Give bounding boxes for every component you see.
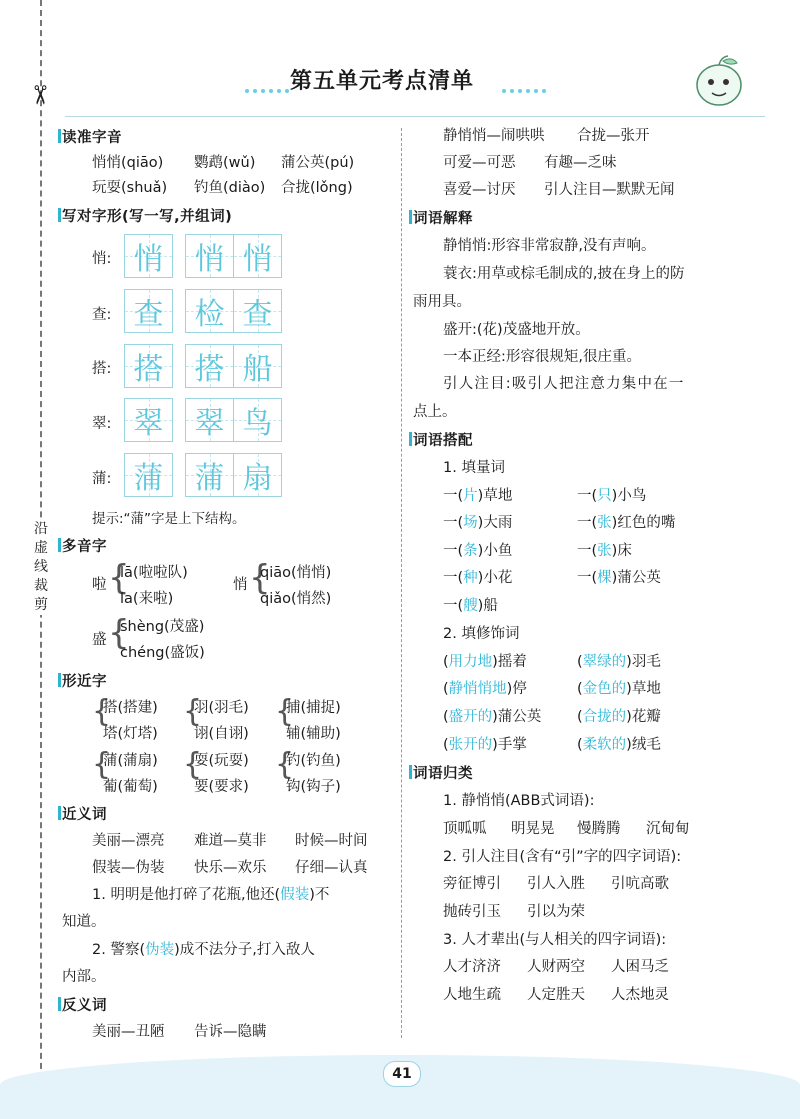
- syn-item: 假装—伪装: [92, 860, 165, 876]
- similar-item: 耍(玩耍): [194, 753, 249, 769]
- write-cell: 翠: [185, 398, 234, 442]
- measure-item: 一(条)小鱼: [443, 543, 513, 559]
- write-hint: 提示:“蒲”字是上下结构。: [92, 511, 246, 527]
- measure-item: 一(艘)船: [443, 598, 498, 614]
- brace: {: [275, 694, 295, 729]
- measure-item: 一(片)草地: [443, 488, 513, 504]
- read-item: 悄悄(qiāo): [92, 155, 164, 171]
- modifier-item: (张开的)手掌: [443, 737, 527, 753]
- ant-item: 合拢—张开: [577, 128, 650, 144]
- syn-item: 快乐—欢乐: [194, 860, 267, 876]
- measure-item: 一(只)小鸟: [577, 488, 647, 504]
- write-cell: 扇: [233, 453, 282, 497]
- similar-item: 羽(羽毛): [194, 700, 249, 716]
- syn-question-cont: 知道。: [62, 914, 106, 930]
- write-cell: 查: [124, 289, 173, 333]
- brace: {: [183, 694, 203, 729]
- similar-item: 辅(辅助): [286, 726, 341, 742]
- section-syn-heading: 近义词: [62, 803, 107, 824]
- header-rule: [65, 116, 765, 117]
- classify-word: 顶呱呱: [443, 821, 487, 837]
- write-label: 悄:: [92, 251, 112, 267]
- ant-item: 引人注目—默默无闻: [544, 182, 675, 198]
- explain-line: 引人注目:吸引人把注意力集中在一: [443, 376, 685, 392]
- page-title: 第五单元考点清单: [290, 68, 475, 94]
- ant-item: 告诉—隐瞒: [194, 1024, 267, 1040]
- brace: {: [108, 558, 130, 598]
- section-similar-heading: 形近字: [62, 670, 107, 691]
- brace: {: [249, 558, 271, 598]
- syn-item: 难道—莫非: [194, 833, 267, 849]
- classify-word: 引人入胜: [527, 876, 585, 892]
- classify-word: 人定胜天: [527, 987, 585, 1003]
- title-dots-right: [500, 78, 548, 84]
- section-explain-heading: 词语解释: [413, 207, 473, 228]
- similar-item: 蒲(蒲扇): [103, 753, 158, 769]
- poly-reading: lā(啦啦队): [120, 565, 188, 581]
- write-cell: 蒲: [185, 453, 234, 497]
- classify-word: 沉甸甸: [646, 821, 690, 837]
- brace: {: [183, 747, 203, 782]
- classify-word: 慢腾腾: [577, 821, 621, 837]
- explain-line: 盛开:(花)茂盛地开放。: [443, 322, 590, 338]
- read-item: 鹦鹉(wǔ): [194, 155, 256, 171]
- page-number: 41: [383, 1061, 421, 1087]
- write-label: 蒲:: [92, 471, 112, 487]
- classify-word: 人财两空: [527, 959, 585, 975]
- classify-word: 人才济济: [443, 959, 501, 975]
- modifier-item: (柔软的)绒毛: [577, 737, 661, 753]
- similar-item: 诩(自诩): [194, 726, 249, 742]
- explain-line: 蓑衣:用草或棕毛制成的,披在身上的防: [443, 266, 685, 282]
- classify-subheading: 2. 引人注目(含有“引”字的四字词语):: [443, 849, 682, 865]
- write-cell: 悄: [185, 234, 234, 278]
- poly-reading: qiāo(悄悄): [260, 565, 332, 581]
- ant-item: 喜爱—讨厌: [443, 182, 516, 198]
- ant-item: 静悄悄—闹哄哄: [443, 128, 545, 144]
- measure-item: 一(场)大雨: [443, 515, 513, 531]
- write-cell: 鸟: [233, 398, 282, 442]
- ant-item: 可爱—可恶: [443, 155, 516, 171]
- classify-word: 人困马乏: [611, 959, 669, 975]
- read-item: 蒲公英(pú): [281, 155, 355, 171]
- similar-item: 搭(搭建): [103, 700, 158, 716]
- modifier-item: (金色的)草地: [577, 681, 661, 697]
- measure-item: 一(种)小花: [443, 570, 513, 586]
- ant-item: 美丽—丑陋: [92, 1024, 165, 1040]
- poly-reading: la(来啦): [120, 591, 174, 607]
- brace: {: [275, 747, 295, 782]
- read-item: 玩耍(shuǎ): [92, 180, 168, 196]
- write-cell: 船: [233, 344, 282, 388]
- explain-line: 静悄悄:形容非常寂静,没有声响。: [443, 238, 656, 254]
- poly-char: 悄: [233, 577, 248, 593]
- section-write-heading: 写对字形(写一写,并组词): [62, 205, 232, 226]
- write-cell: 搭: [124, 344, 173, 388]
- classify-word: 人地生疏: [443, 987, 501, 1003]
- similar-item: 塔(灯塔): [103, 726, 158, 742]
- explain-line: 雨用具。: [413, 294, 471, 310]
- classify-word: 引以为荣: [527, 904, 585, 920]
- section-poly-heading: 多音字: [62, 535, 107, 556]
- read-item: 合拢(lǒng): [281, 180, 353, 196]
- poly-char: 盛: [92, 632, 107, 648]
- measure-item: 一(张)红色的嘴: [577, 515, 676, 531]
- poly-char: 啦: [92, 577, 107, 593]
- apple-mascot-icon: [690, 52, 748, 110]
- similar-item: 葡(葡萄): [103, 779, 158, 795]
- similar-item: 要(要求): [194, 779, 249, 795]
- syn-item: 仔细—认真: [295, 860, 368, 876]
- section-ant-heading: 反义词: [62, 994, 107, 1015]
- classify-subheading: 1. 静悄悄(ABB式词语):: [443, 793, 595, 809]
- write-cell: 查: [233, 289, 282, 333]
- write-cell: 悄: [124, 234, 173, 278]
- section-match-heading: 词语搭配: [413, 429, 473, 450]
- poly-reading: chéng(盛饭): [120, 645, 205, 661]
- brace: {: [92, 694, 112, 729]
- write-label: 翠:: [92, 416, 112, 432]
- write-cell: 悄: [233, 234, 282, 278]
- title-dots-left: [243, 78, 291, 84]
- syn-item: 美丽—漂亮: [92, 833, 165, 849]
- column-divider: [401, 128, 402, 1038]
- syn-question: 1. 明明是他打碎了花瓶,他还(假装)不: [92, 887, 330, 903]
- write-label: 搭:: [92, 361, 112, 377]
- syn-question-cont: 内部。: [62, 969, 106, 985]
- measure-item: 一(张)床: [577, 543, 632, 559]
- read-item: 钓鱼(diào): [194, 180, 266, 196]
- match-subheading: 2. 填修饰词: [443, 626, 520, 642]
- modifier-item: (翠绿的)羽毛: [577, 654, 661, 670]
- explain-line: 一本正经:形容很规矩,很庄重。: [443, 349, 641, 365]
- brace: {: [108, 613, 130, 653]
- section-read-heading: 读准字音: [62, 126, 122, 147]
- modifier-item: (用力地)摇着: [443, 654, 527, 670]
- ant-item: 有趣—乏味: [544, 155, 617, 171]
- similar-item: 捕(捕捉): [286, 700, 341, 716]
- modifier-item: (盛开的)蒲公英: [443, 709, 542, 725]
- modifier-item: (合拢的)花瓣: [577, 709, 661, 725]
- write-cell: 搭: [185, 344, 234, 388]
- classify-word: 引吭高歌: [611, 876, 669, 892]
- modifier-item: (静悄悄地)停: [443, 681, 527, 697]
- write-cell: 翠: [124, 398, 173, 442]
- syn-question: 2. 警察(伪装)成不法分子,打入敌人: [92, 942, 315, 958]
- syn-item: 时候—时间: [295, 833, 368, 849]
- write-label: 查:: [92, 307, 112, 323]
- write-cell: 蒲: [124, 453, 173, 497]
- explain-line: 点上。: [413, 404, 457, 420]
- brace: {: [92, 747, 112, 782]
- classify-word: 明晃晃: [511, 821, 555, 837]
- match-subheading: 1. 填量词: [443, 460, 505, 476]
- section-classify-heading: 词语归类: [413, 762, 473, 783]
- cut-label: 沿虚线裁剪: [34, 521, 48, 613]
- classify-word: 人杰地灵: [611, 987, 669, 1003]
- measure-item: 一(棵)蒲公英: [577, 570, 661, 586]
- poly-reading: shèng(茂盛): [120, 619, 205, 635]
- similar-item: 钩(钩子): [286, 779, 341, 795]
- similar-item: 钓(钓鱼): [286, 753, 341, 769]
- write-cell: 检: [185, 289, 234, 333]
- poly-reading: qiǎo(悄然): [260, 591, 332, 607]
- classify-word: 抛砖引玉: [443, 904, 501, 920]
- classify-word: 旁征博引: [443, 876, 501, 892]
- classify-subheading: 3. 人才辈出(与人相关的四字词语):: [443, 932, 667, 948]
- scissors-icon: ✂: [23, 84, 54, 106]
